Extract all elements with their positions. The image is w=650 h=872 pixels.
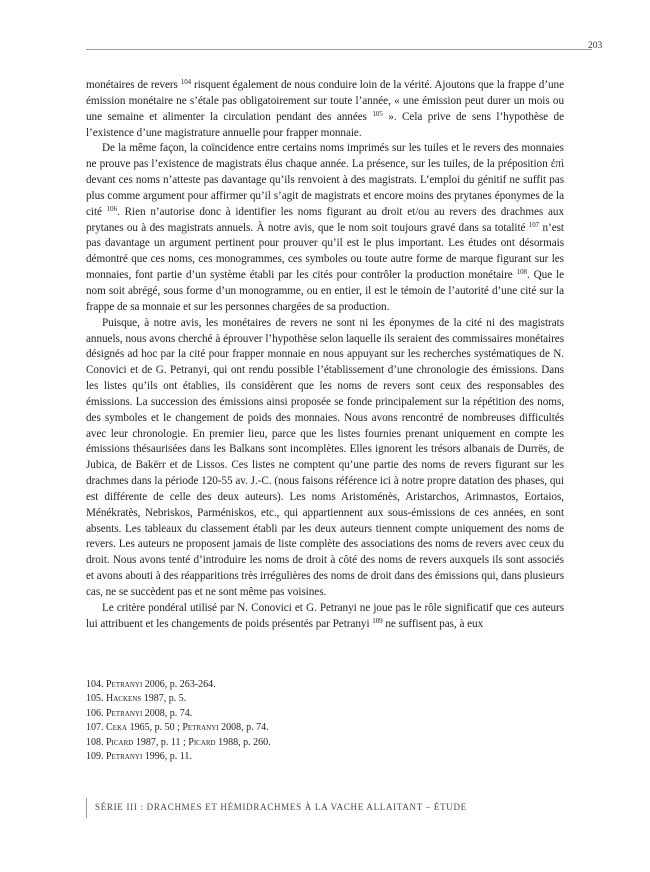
- footnotes: [86, 678, 564, 764]
- header-rule: [86, 49, 592, 50]
- paragraph-3: Puisque, à notre avis, les monétaires de revers ne sont ni les éponymes de la cité ni des magistrats annuels, nous avons cherché à éprouver l’hypothèse selon laquelle ils seraient des commissaires monétaires désignés ad hoc par la cité pour frapper monnaie en nous appuyant sur les recherches systématiques de N. Conovici et de G. Petranyi, qui ont rendu possible l’établissement d’une chronologie des émissions. Dans les listes qu’ils ont établies, ils considèrent que les noms de revers sont ceux des responsables des émissions. La succession des émissions ainsi proposée se fonde principalement sur la répétition des noms, des symboles et le changement de poids des monnaies. Nous avons rencontré de nombreuses difficultés avec leur chronologie. En premier lieu, parce que les listes fournies prenant uniquement en compte les émissions thésaurisées dans les Balkans sont incomplètes. Elles ignorent les trésors albanais de Durrës, de Jubica, de Bakërr et de Lissos. Ces listes ne comptent qu’une partie des noms de revers figurant sur les drachmes dans la période 120-55 av. J.-C. (nous faisons référence ici à notre propre datation des phases, qui est différente de celle des deux auteurs). Les noms Aristoménès, Aristarchos, Arimnastos, Eortaios, Ménékratès, Nebriskos, Parméniskos, etc., qui appartiennent aux sous-émissions de ces années, en sont absents. Les tableaux du classement établi par les deux auteurs tiennent compte uniquement des noms de revers. Les auteurs ne proposent jamais de liste complète des associations des noms de revers avec ceux du droit. Nous avons tenté d’introduire les noms de droit à côté des noms de revers auxquels ils sont associés et avons abouti à des réapparitions très irrégulières des noms de droit dans des émissions qui, dans plusieurs cas, ne se succèdent pas et ne sont même pas voisines.: [86, 316, 564, 598]
- paragraph-1: monétaires de revers $^{104}$ risquent également de nous conduire loin de la vérité. Ajoutons que la frappe d’une émission monétaire ne s’étale pas obligatoirement sur toute l’année, « une émission peut durer un mois ou une semaine et alimenter la circulation pendant des années $^{105}$ ». Cela prive de sens l’hypothèse de l’existence d’une magistrature annuelle pour frapper monnaie.: [86, 78, 565, 139]
- footnote-ref-104[interactable]: 104: [180, 78, 192, 86]
- footnote-ref-107[interactable]: 107: [528, 220, 540, 229]
- footnote-ref-106[interactable]: 106: [106, 204, 118, 213]
- footnote-ref-109[interactable]: 109: [372, 616, 383, 625]
- paragraph-2: De la même façon, la coïncidence entre certains noms imprimés sur les tuiles et le revers des monnaies ne prouve pas l’existence de magistrats élus chaque année. La présence, sur les tuiles, de la préposition ἐπὶ devant ces noms n’atteste pas davantage qu’ils renvoient à des magistrats. L’emploi du génitif ne suffit pas plus comme argument pour affirmer qu’il s’agit de magistrats et encore moins des prytanes éponymes de la cité $^{106}$. Rien n’autorise donc à identifier les noms figurant au droit et/ou au revers des drachmes aux prytanes ou à des magistrats annuels. À notre avis, que le nom soit toujours gravé dans sa totalité $^{107}$ n’est pas davantage un argument pertinent pour prouver qu’il est le plus important. Les études ont désormais démontré que ces noms, ces monogrammes, ces symboles ou toute autre forme de marque figurant sur les monnaies, font partie d’un système établi par les cités pour contrôler la production monétaire $^{108}$. Que le nom soit abrégé, sous forme d’un monogramme, ou en entier, il est le témoin de l’autorité d’une cité sur la frappe de sa monnaie et sur les personnes chargées de sa production.: [86, 142, 565, 313]
- footnote-ref-108[interactable]: 108: [516, 268, 527, 277]
- footnote-109: 109. Petranyi 1996, p. 11.: [86, 751, 192, 763]
- footnote-108: 108. Picard 1987, p. 11 ; Picard 1988, p. 260.: [86, 736, 271, 748]
- body-text: [86, 78, 564, 633]
- paragraph-4: Le critère pondéral utilisé par N. Conovici et G. Petranyi ne joue pas le rôle significatif que ces auteurs lui attribuent et les changements de poids présentés par Petranyi $^{109}$ ne suffisent pas, à eux: [86, 601, 564, 630]
- footnote-104: 104. Petranyi 2006, p. 263-264.: [86, 679, 216, 690]
- footnote-106: 106. Petranyi 2008, p. 74.: [86, 707, 193, 719]
- running-title: SÉRIE III : DRACHMES ET HÉMIDRACHMES À LA VACHE ALLAITANT – ÉTUDE: [95, 802, 467, 812]
- footnote-105: 105. Hackens 1987, p. 5.: [86, 693, 187, 705]
- footer-rule: [86, 798, 87, 818]
- footnote-107: 107. Ceka 1965, p. 50 ; Petranyi 2008, p. 74.: [86, 722, 269, 734]
- footnote-ref-105[interactable]: 105: [372, 109, 383, 118]
- greek-word: ἐπὶ: [550, 158, 564, 171]
- page-number: 203: [588, 41, 603, 51]
